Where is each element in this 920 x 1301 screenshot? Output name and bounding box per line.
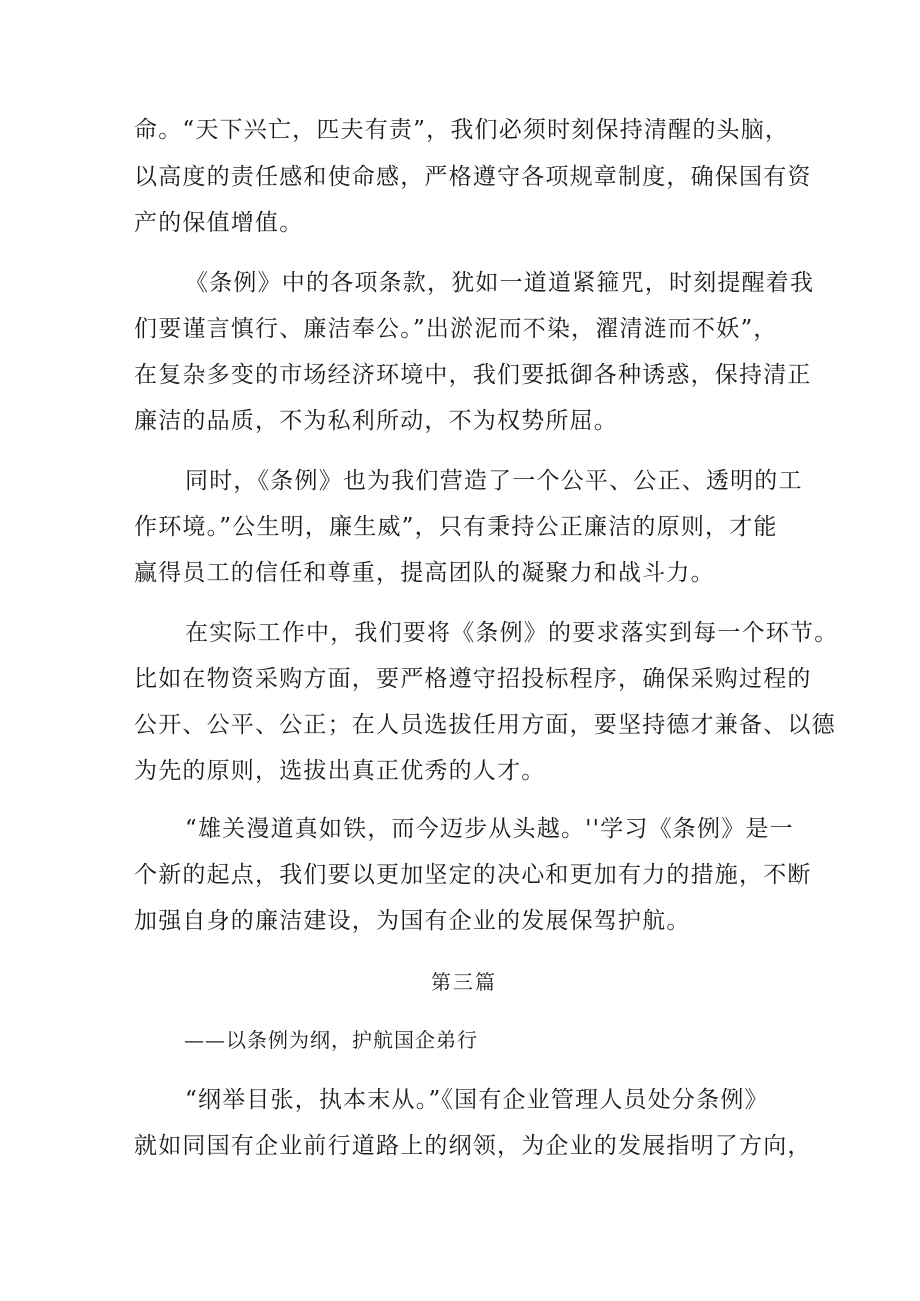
section-heading: 第三篇	[431, 970, 497, 994]
paragraph-line: 为先的原则，选拔出真正优秀的人才。	[134, 758, 546, 784]
paragraph-line: 赢得员工的信任和尊重，提高团队的凝聚力和战斗力。	[134, 560, 715, 586]
paragraph-line: 廉洁的品质，不为私利所动，不为权势所屈。	[134, 408, 618, 434]
paragraph-line: 作环境。”公生明，廉生威”，只有秉持公正廉洁的原则，才能	[134, 514, 778, 540]
paragraph-line: 比如在物资采购方面，要严格遵守招投标程序，确保采购过程的	[134, 666, 812, 692]
section-subtitle: ——以条例为纲，护航国企弟行	[184, 1028, 478, 1052]
paragraph-line: 在实际工作中，我们要将《条例》的要求落实到每一个环节。	[185, 620, 839, 646]
paragraph-line: 个新的起点，我们要以更加坚定的决心和更加有力的措施，不断	[134, 862, 812, 888]
paragraph-line: “纲举目张，执本末从。”《国有企业管理人员处分条例》	[185, 1087, 769, 1113]
paragraph-line: 加强自身的廉洁建设，为国有企业的发展保驾护航。	[134, 908, 691, 934]
paragraph-line: 公开、公平、公正；在人员选拔任用方面，要坚持德才兼备、以德	[134, 712, 836, 738]
paragraph-line: 《条例》中的各项条款，犹如一道道紧箍咒，时刻提醒着我	[185, 270, 815, 296]
paragraph-line: 就如同国有企业前行道路上的纲领，为企业的发展指明了方向，	[134, 1133, 812, 1159]
paragraph-line: 以高度的责任感和使命感，严格遵守各项规章制度，确保国有资	[134, 164, 812, 190]
paragraph-line: 们要谨言慎行、廉洁奉公。”出淤泥而不染，濯清涟而不妖”，	[134, 316, 778, 342]
paragraph-line: 命。“天下兴亡，匹夫有责”，我们必须时刻保持清醒的头脑，	[134, 117, 790, 143]
paragraph-line: “雄关漫道真如铁，而今迈步从头越。''学习《条例》是一	[185, 816, 794, 842]
paragraph-line: 在复杂多变的市场经济环境中，我们要抵御各种诱惑，保持清正	[134, 362, 812, 388]
paragraph-line: 产的保值增值。	[134, 210, 304, 236]
paragraph-line: 同时，《条例》也为我们营造了一个公平、公正、透明的工	[185, 468, 803, 494]
